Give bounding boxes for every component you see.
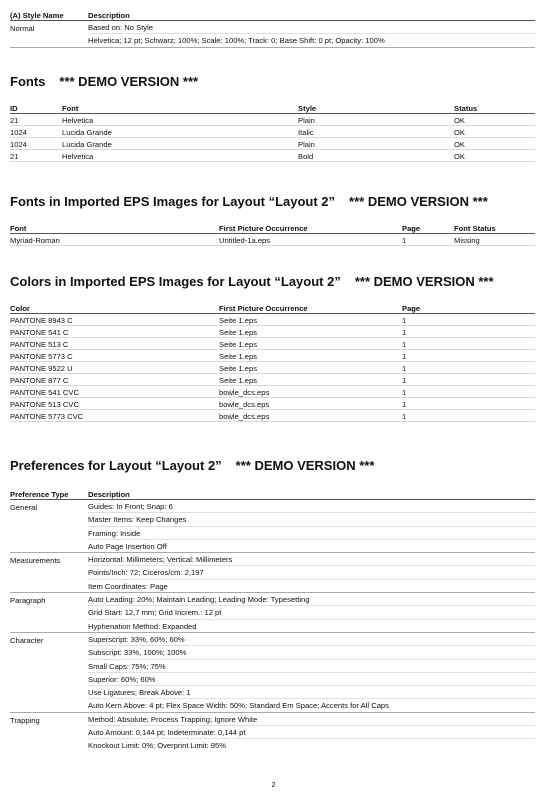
table-cell: Superior: 60%; 60% xyxy=(88,674,156,684)
table-cell: Guides: In Front; Snap: 6 xyxy=(88,502,173,511)
demo-label: *** DEMO VERSION *** xyxy=(349,194,488,209)
table-cell: PANTONE 8943 C xyxy=(10,316,73,325)
col-font-status: Font Status xyxy=(454,224,496,233)
col-color: Color xyxy=(10,304,30,313)
description-line xyxy=(88,699,535,711)
table-cell: PANTONE 541 CVC xyxy=(10,388,79,397)
description-line xyxy=(88,739,535,751)
table-cell: 1024 xyxy=(10,140,27,149)
col-id: ID xyxy=(10,104,18,113)
style-row xyxy=(10,21,535,48)
description-line xyxy=(88,646,535,659)
table-cell: 1 xyxy=(402,328,407,337)
table-cell: OK xyxy=(454,140,465,149)
table-cell: Seite 1.eps xyxy=(219,316,257,325)
table-cell: Hyphenation Method: Expanded xyxy=(88,621,197,631)
table-row xyxy=(10,126,535,138)
description-line xyxy=(88,553,535,566)
table-cell: Master Items: Keep Changes xyxy=(88,515,187,525)
description-line xyxy=(88,686,535,699)
table-cell: PANTONE 5773 C xyxy=(10,352,73,361)
col-page: Page xyxy=(402,224,421,233)
table-cell: Subscript: 33%, 100%; 100% xyxy=(88,648,187,658)
table-cell: Missing xyxy=(454,236,480,245)
description-line xyxy=(88,500,535,513)
col-page: Page xyxy=(402,304,421,313)
table-cell: Item Coordinates: Page xyxy=(88,581,168,591)
style-table-header xyxy=(10,10,535,21)
table-cell: 1 xyxy=(402,340,407,349)
demo-label: *** DEMO VERSION *** xyxy=(235,458,375,473)
col-style: Style xyxy=(298,104,317,113)
table-cell: Auto Page Insertion Off xyxy=(88,541,167,551)
col-preference-type: Preference Type xyxy=(10,490,69,499)
table-cell: Seite 1.eps xyxy=(219,364,257,373)
pref-group-measurements xyxy=(10,553,535,593)
table-cell: Character xyxy=(10,635,44,645)
table-row xyxy=(10,338,535,350)
section-title xyxy=(10,274,535,289)
table-cell: 1024 xyxy=(10,128,27,137)
col-style-name: (A) Style Name xyxy=(10,11,64,20)
table-cell: PANTONE 513 CVC xyxy=(10,400,79,409)
table-cell: Plain xyxy=(298,116,315,125)
table-cell: 1 xyxy=(402,316,407,325)
col-description: Description xyxy=(88,11,130,20)
description-line xyxy=(88,566,535,579)
table-row xyxy=(10,398,535,410)
table-cell: Colors in Imported EPS Images for Layout “Layout 2” xyxy=(10,274,341,289)
section-title xyxy=(10,194,535,209)
table-row xyxy=(10,350,535,362)
table-row xyxy=(10,138,535,150)
eps-colors-section xyxy=(10,274,535,422)
table-cell: 1 xyxy=(402,352,407,361)
table-cell: Horizontal: Millimeters; Vertical: Millimeters xyxy=(88,555,233,565)
table-cell: Paragraph xyxy=(10,596,46,606)
pref-group-character xyxy=(10,633,535,713)
eps-colors-header xyxy=(10,303,535,314)
description-line xyxy=(88,660,535,673)
table-cell: Trapping xyxy=(10,715,40,725)
eps-fonts-section xyxy=(10,194,535,246)
table-cell: Helvetica xyxy=(62,116,94,125)
table-cell: Auto Amount: 0,144 pt; Indeterminate: 0,144 pt xyxy=(88,728,246,738)
table-cell: PANTONE 9522 U xyxy=(10,364,73,373)
table-cell: Lucida Grande xyxy=(62,140,112,149)
style-desc-line xyxy=(88,34,535,46)
eps-fonts-header xyxy=(10,223,535,234)
col-font: Font xyxy=(10,224,27,233)
table-cell: PANTONE 541 C xyxy=(10,328,69,337)
table-cell: Plain xyxy=(298,140,315,149)
table-cell: Knockout Limit: 0%; Overprint Limit: 95% xyxy=(88,741,227,751)
table-cell: General xyxy=(10,503,38,512)
table-cell: 21 xyxy=(10,152,19,161)
table-cell: Points/Inch: 72; Ciceros/cm: 2,197 xyxy=(88,568,204,578)
table-row xyxy=(10,150,535,162)
preferences-header xyxy=(10,489,535,500)
table-cell: 1 xyxy=(402,376,407,385)
table-row xyxy=(10,386,535,398)
table-cell: Untitled-1a.eps xyxy=(219,236,271,245)
table-cell: Seite 1.eps xyxy=(219,328,257,337)
table-cell: Measurements xyxy=(10,556,61,566)
demo-label: *** DEMO VERSION *** xyxy=(354,274,494,289)
table-cell: bowle_dcs.eps xyxy=(219,400,270,409)
preferences-section xyxy=(10,458,535,752)
description-line xyxy=(88,713,535,726)
pref-group-paragraph xyxy=(10,593,535,633)
table-cell: Helvetica; 12 pt; Schwarz; 100%; Scale: 100%; Track: 0; Base Shift: 0 pt; Opacity: 100% xyxy=(88,36,385,46)
table-row xyxy=(10,326,535,338)
table-cell: Method: Absolute; Process Trapping; Ignore White xyxy=(88,714,258,724)
table-cell: Superscript: 33%, 60%; 60% xyxy=(88,634,185,644)
table-cell: 1 xyxy=(402,364,407,373)
description-line xyxy=(88,527,535,540)
section-title xyxy=(10,74,535,89)
style-table xyxy=(10,10,535,48)
style-name: Normal xyxy=(10,24,35,33)
col-status: Status xyxy=(454,104,478,113)
table-cell: bowle_dcs.eps xyxy=(219,388,270,397)
table-cell: Seite 1.eps xyxy=(219,376,257,385)
table-cell: Bold xyxy=(298,152,314,161)
table-cell: OK xyxy=(454,116,465,125)
description-line xyxy=(88,726,535,739)
table-cell: OK xyxy=(454,128,465,137)
table-cell: bowle_dcs.eps xyxy=(219,412,270,421)
table-row xyxy=(10,362,535,374)
table-cell: 1 xyxy=(402,412,407,421)
description-line xyxy=(88,673,535,686)
col-font: Font xyxy=(62,104,79,113)
table-cell: Preferences for Layout “Layout 2” xyxy=(10,458,222,473)
pref-group-general xyxy=(10,500,535,553)
table-cell: Seite 1.eps xyxy=(219,352,257,361)
table-cell: Small Caps: 75%; 75% xyxy=(88,661,166,671)
description-line xyxy=(88,620,535,632)
table-cell: OK xyxy=(454,152,465,161)
fonts-header xyxy=(10,103,535,114)
table-row xyxy=(10,374,535,386)
table-cell: Myriad-Roman xyxy=(10,236,60,245)
table-cell: Framing: Inside xyxy=(88,528,141,538)
description-line xyxy=(88,540,535,552)
col-first-occurrence: First Picture Occurrence xyxy=(219,304,308,313)
table-cell: Use Ligatures; Break Above: 1 xyxy=(88,688,191,698)
description-line xyxy=(88,580,535,592)
table-row xyxy=(10,410,535,422)
table-cell: Fonts xyxy=(10,74,46,89)
demo-label: *** DEMO VERSION *** xyxy=(59,74,199,89)
description-line xyxy=(88,606,535,619)
table-cell: Auto Kern Above: 4 pt; Flex Space Width: 50%; Standard Em Space; Accents for All Caps xyxy=(88,701,389,711)
page-number: 2 xyxy=(271,780,276,789)
col-first-occurrence: First Picture Occurrence xyxy=(219,224,308,233)
table-cell: Seite 1.eps xyxy=(219,340,257,349)
table-cell: PANTONE 513 C xyxy=(10,340,69,349)
table-cell: Grid Start: 12,7 mm; Grid Increm.: 12 pt xyxy=(88,608,222,618)
table-row xyxy=(10,114,535,126)
table-cell: Helvetica xyxy=(62,152,94,161)
table-cell: Lucida Grande xyxy=(62,128,112,137)
table-cell: 1 xyxy=(402,388,407,397)
description-line xyxy=(88,513,535,526)
table-cell: Based on: No Style xyxy=(88,23,154,32)
table-cell: Auto Leading: 20%; Maintain Leading; Leading Mode: Typesetting xyxy=(88,595,310,605)
col-description: Description xyxy=(88,490,130,499)
table-cell: 1 xyxy=(402,236,407,245)
table-cell: 21 xyxy=(10,116,19,125)
pref-group-trapping xyxy=(10,713,535,752)
table-cell: Fonts in Imported EPS Images for Layout “Layout 2” xyxy=(10,194,336,209)
description-line xyxy=(88,593,535,606)
fonts-section xyxy=(10,74,535,162)
table-cell: PANTONE 877 C xyxy=(10,376,69,385)
table-row xyxy=(10,314,535,326)
table-row xyxy=(10,234,535,246)
style-desc-line xyxy=(88,21,535,34)
table-cell: Italic xyxy=(298,128,314,137)
description-line xyxy=(88,633,535,646)
section-title xyxy=(10,458,535,473)
table-cell: 1 xyxy=(402,400,407,409)
table-cell: PANTONE 5773 CVC xyxy=(10,412,84,421)
